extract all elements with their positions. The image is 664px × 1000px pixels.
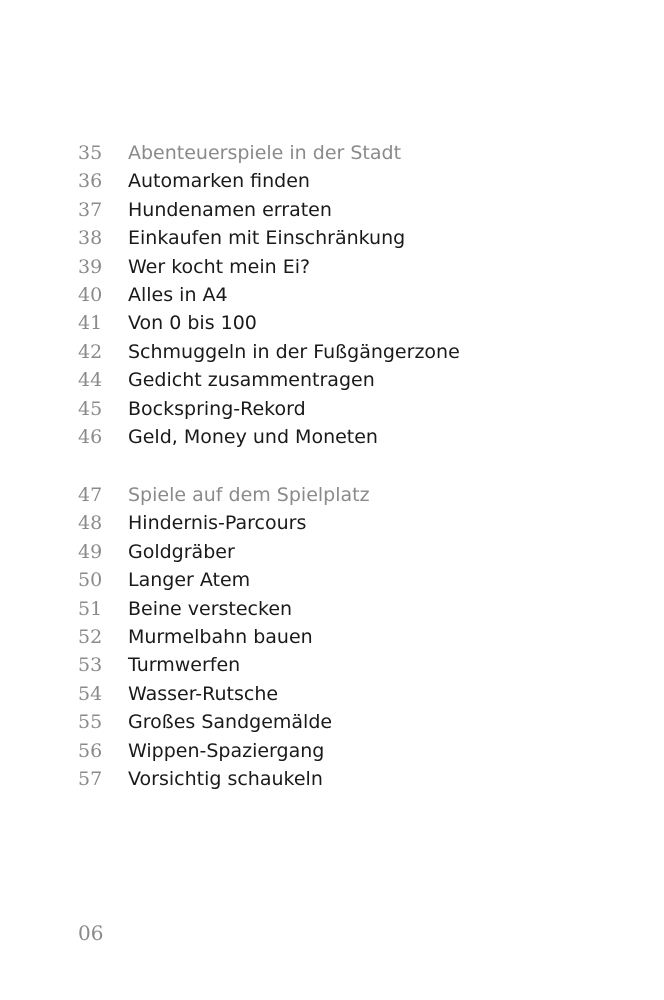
toc-entry — [0, 366, 664, 394]
page-number: 38 — [78, 227, 103, 250]
toc-entry — [0, 623, 664, 651]
entry-title: Murmelbahn bauen — [128, 625, 313, 648]
page-number: 52 — [78, 625, 103, 648]
toc-entry — [0, 708, 664, 736]
page-number: 42 — [78, 340, 103, 363]
page-number: 57 — [78, 767, 103, 790]
toc-entry — [0, 395, 664, 423]
page-number: 46 — [78, 425, 103, 448]
toc-entry — [0, 566, 664, 594]
entry-title: Gedicht zusammentragen — [128, 369, 375, 392]
page-number: 53 — [78, 654, 103, 677]
entry-title: Langer Atem — [128, 569, 251, 592]
page-number: 36 — [78, 170, 103, 193]
entry-title: Bockspring-Rekord — [128, 397, 306, 420]
page-number: 51 — [78, 597, 103, 620]
entry-title: Goldgräber — [128, 540, 235, 563]
entry-title: Wer kocht mein Ei? — [128, 255, 311, 278]
toc-entry — [0, 765, 664, 793]
toc-entry — [0, 595, 664, 623]
toc-entry — [0, 167, 664, 195]
section-heading-row — [0, 481, 664, 509]
toc-entry — [0, 338, 664, 366]
page-number: 35 — [78, 142, 103, 164]
entry-title: Hindernis-Parcours — [128, 512, 307, 535]
page-number: 41 — [78, 312, 103, 335]
entry-title: Von 0 bis 100 — [128, 312, 257, 335]
page-number: 55 — [78, 711, 103, 734]
entry-title: Wasser-Rutsche — [128, 682, 279, 705]
page-number: 37 — [78, 198, 103, 221]
entry-title: Turmwerfen — [128, 654, 241, 677]
section-heading: Spiele auf dem Spielplatz — [128, 484, 370, 506]
page-number: 56 — [78, 739, 103, 762]
toc-entry — [0, 538, 664, 566]
page-number: 45 — [78, 397, 103, 420]
entry-title: Hundenamen erraten — [128, 198, 332, 221]
entry-title: Einkaufen mit Einschränkung — [128, 227, 406, 250]
page-number: 39 — [78, 255, 103, 278]
toc-entry — [0, 309, 664, 337]
entry-title: Automarken finden — [128, 170, 310, 193]
toc-section-city — [0, 139, 664, 451]
section-heading: Abenteuerspiele in der Stadt — [128, 142, 402, 164]
page-number: 50 — [78, 569, 103, 592]
entry-title: Großes Sandgemälde — [128, 711, 333, 734]
page-number: 44 — [78, 369, 103, 392]
toc-entry — [0, 680, 664, 708]
toc-entry — [0, 253, 664, 281]
toc-section-playground — [0, 481, 664, 793]
toc-entry — [0, 509, 664, 537]
toc-entry — [0, 651, 664, 679]
toc-entry — [0, 737, 664, 765]
page-number: 54 — [78, 682, 103, 705]
toc-entry — [0, 423, 664, 451]
section-heading-row — [0, 139, 664, 167]
entry-title: Vorsichtig schaukeln — [128, 767, 323, 790]
toc-entry — [0, 196, 664, 224]
entry-title: Schmuggeln in der Fußgängerzone — [128, 340, 460, 363]
page-folio: 06 — [78, 921, 104, 945]
page-number: 48 — [78, 512, 103, 535]
page-number: 49 — [78, 540, 103, 563]
page-number: 40 — [78, 283, 103, 306]
entry-title: Geld, Money und Moneten — [128, 425, 378, 448]
page-number: 47 — [78, 484, 103, 506]
toc-entry — [0, 281, 664, 309]
entry-title: Wippen-Spaziergang — [128, 739, 325, 762]
entry-title: Alles in A4 — [128, 283, 228, 306]
entry-title: Beine verstecken — [128, 597, 293, 620]
toc-entry — [0, 224, 664, 252]
